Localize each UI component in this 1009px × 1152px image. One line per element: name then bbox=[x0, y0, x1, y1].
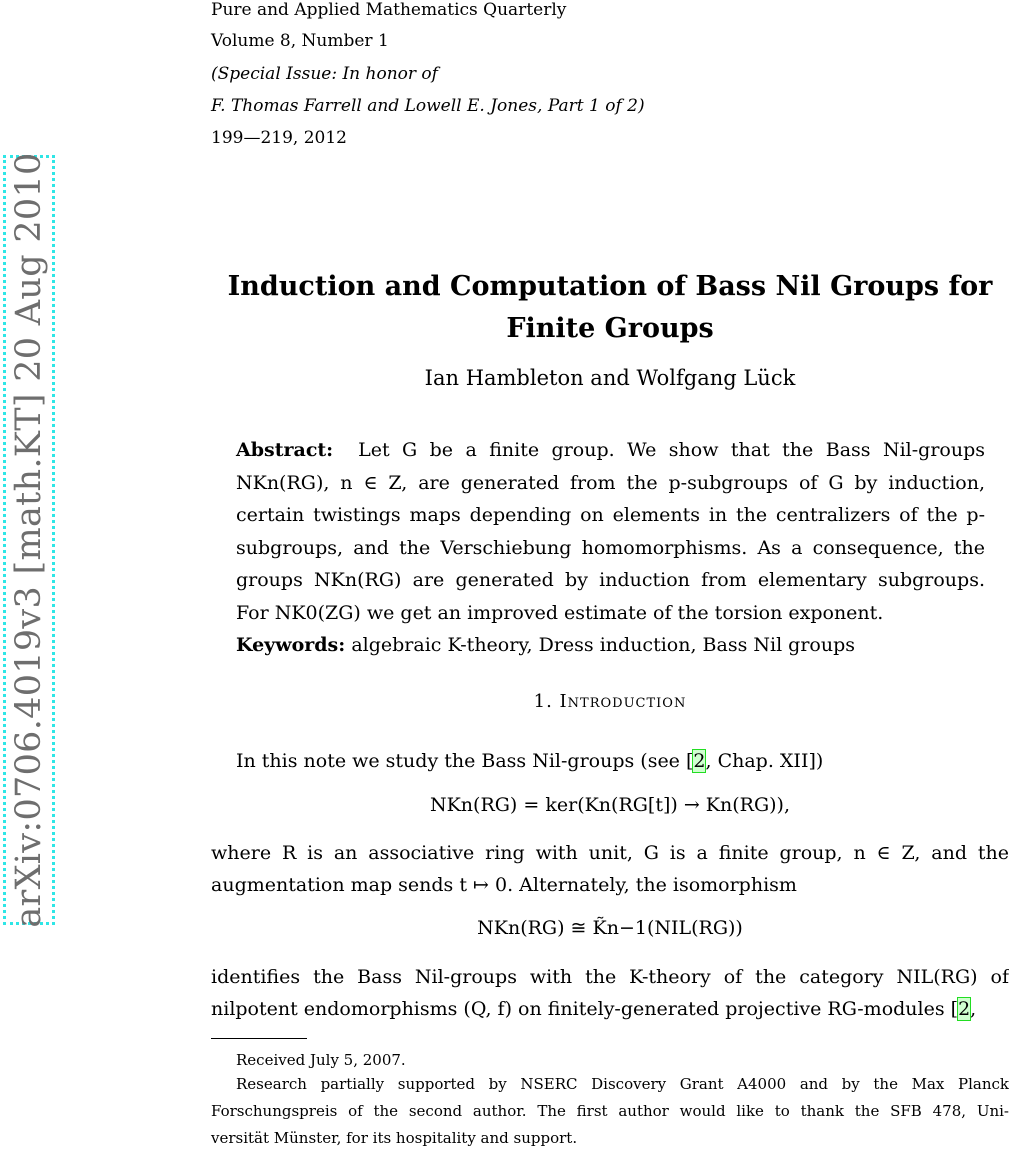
abstract-line-1 bbox=[236, 434, 985, 467]
journal-name: Pure and Applied Mathematics Quarterly bbox=[211, 0, 567, 20]
keywords-line bbox=[236, 629, 985, 662]
journal-pages: 199—219, 2012 bbox=[211, 128, 347, 148]
footnote-support-line-2: Forschungspreis of the second author. The first author would like to thank the SFB 478, Uni- bbox=[211, 1102, 1009, 1120]
paragraph-3-comma: , bbox=[970, 998, 977, 1020]
title-line-2: Finite Groups bbox=[506, 313, 714, 344]
paragraph-2-line-2: augmentation map sends t ↦ 0. Alternately, the isomorphism bbox=[211, 874, 797, 896]
abstract bbox=[236, 434, 985, 662]
equation-2: NKn(RG) ≅ K̃n−1(NIL(RG)) bbox=[477, 917, 743, 939]
footnote-support-line-1: Research partially supported by NSERC Discovery Grant A4000 and by the Max Planck bbox=[236, 1075, 1009, 1093]
intro-text-after-cite: , Chap. XII]) bbox=[705, 750, 824, 772]
special-issue-line-1: (Special Issue: In honor of bbox=[211, 64, 438, 84]
intro-text-before-cite: In this note we study the Bass Nil-groups (see [ bbox=[236, 750, 694, 772]
abstract-label: Abstract: bbox=[236, 439, 334, 461]
keywords-label: Keywords: bbox=[236, 634, 346, 656]
abstract-line-3: certain twistings maps depending on elements in the centralizers of the p- bbox=[236, 504, 985, 526]
footnote-received: Received July 5, 2007. bbox=[236, 1051, 406, 1069]
abstract-line-6: For NK0(ZG) we get an improved estimate of the torsion exponent. bbox=[236, 601, 884, 624]
intro-paragraph-1 bbox=[236, 745, 823, 777]
special-issue-line-2: F. Thomas Farrell and Lowell E. Jones, Part 1 of 2) bbox=[211, 96, 645, 116]
arxiv-identifier: arXiv:0706.4019v3 [math.KT] 20 Aug 2010 bbox=[9, 152, 49, 928]
citation-link[interactable]: 2 bbox=[693, 750, 706, 772]
section-heading: 1. Introduction bbox=[533, 691, 687, 712]
keywords-text: algebraic K-theory, Dress induction, Bass Nil groups bbox=[351, 634, 856, 656]
paper-title bbox=[211, 266, 1009, 350]
abstract-line-5: groups NKn(RG) are generated by induction from elementary subgroups. bbox=[236, 569, 985, 591]
footnote-support-line-3: versität Münster, for its hospitality and support. bbox=[211, 1129, 578, 1147]
paragraph-3-line-2 bbox=[211, 993, 976, 1025]
abstract-line-2: NKn(RG), n ∈ Z, are generated from the p-subgroups of G by induction, bbox=[236, 471, 985, 494]
paragraph-3-line-1: identifies the Bass Nil-groups with the K-theory of the category NIL(RG) of bbox=[211, 966, 1009, 988]
paragraph-3-text: nilpotent endomorphisms (Q, f) on finitely-generated projective RG-modules [ bbox=[211, 998, 959, 1020]
abstract-text: Let G be a finite group. We show that the Bass Nil-groups bbox=[358, 439, 985, 461]
paper-authors: Ian Hambleton and Wolfgang Lück bbox=[424, 366, 796, 390]
footnote-rule bbox=[211, 1038, 307, 1039]
title-line-1: Induction and Computation of Bass Nil Groups for bbox=[227, 271, 993, 302]
paragraph-2-line-1: where R is an associative ring with unit, G is a finite group, n ∈ Z, and the bbox=[211, 842, 1009, 864]
equation-1: NKn(RG) = ker(Kn(RG[t]) → Kn(RG)), bbox=[429, 794, 790, 816]
citation-link[interactable]: 2 bbox=[958, 998, 971, 1020]
abstract-line-4: subgroups, and the Verschiebung homomorphisms. As a consequence, the bbox=[236, 536, 985, 559]
journal-volume: Volume 8, Number 1 bbox=[211, 31, 389, 51]
